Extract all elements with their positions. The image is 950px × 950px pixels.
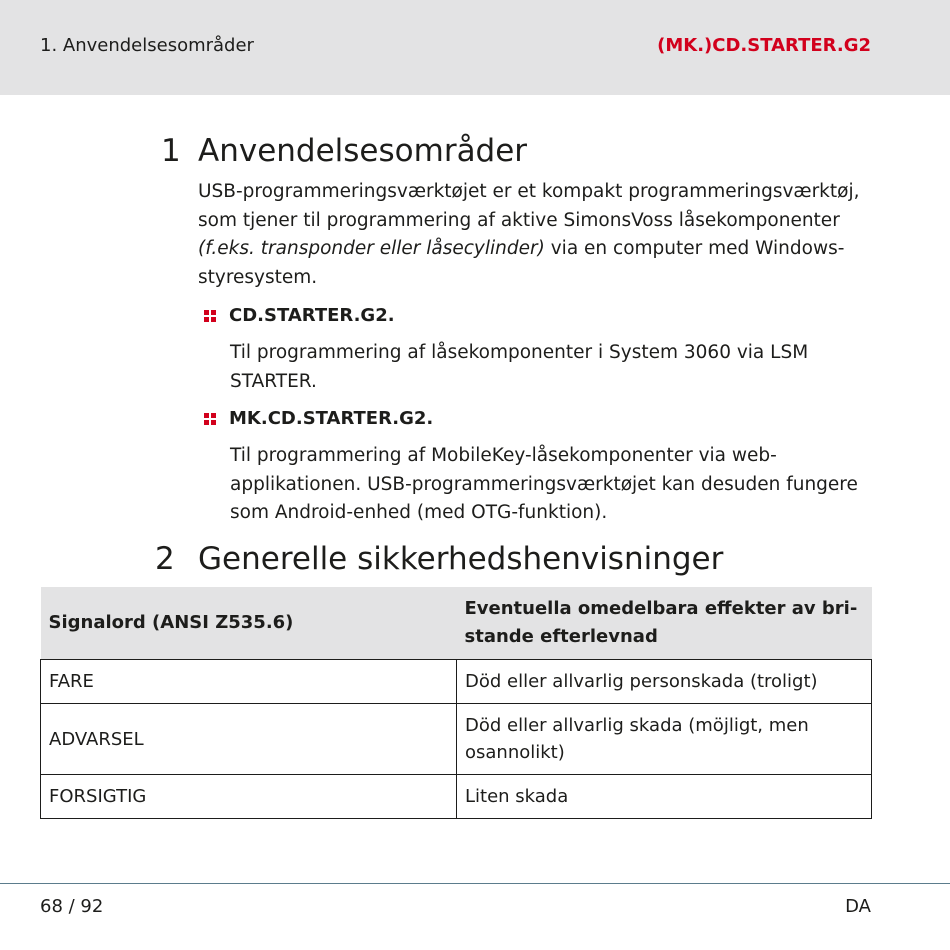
- header-chapter-title: 1. Anvendelsesområder: [40, 35, 254, 56]
- list-item-heading: [204, 305, 395, 326]
- table-header-cell: Signalord (ANSI Z535.6): [41, 587, 457, 660]
- table-row: [41, 775, 872, 819]
- list-item-text: Til programmering af MobileKey-låsekomponenter via web-applikationen. USB-programmeringsværktøjet kan desuden fungere som Android-enhed (med OTG-funktion).: [230, 445, 858, 523]
- table-cell: FARE: [41, 660, 457, 704]
- list-item-text: Til programmering af låsekomponenter i System 3060 via LSM STARTER.: [230, 342, 809, 392]
- section-2-heading: [155, 541, 724, 577]
- section-1-heading: [161, 133, 528, 169]
- table-header-row: [41, 587, 872, 660]
- table-row: [41, 660, 872, 704]
- table-row: [41, 704, 872, 775]
- section-2-title: Generelle sikkerhedshenvisninger: [198, 541, 724, 577]
- page-header: [0, 0, 950, 95]
- table-cell: FORSIGTIG: [41, 775, 457, 819]
- list-item-heading: [204, 408, 433, 429]
- table-cell: Död eller allvarlig personskada (troligt): [457, 660, 872, 704]
- table-cell: Död eller allvarlig skada (möjligt, men osannolikt): [457, 704, 872, 775]
- footer-divider: [0, 883, 950, 884]
- table-cell: ADVARSEL: [41, 704, 457, 775]
- section-1-title: Anvendelsesområder: [198, 133, 528, 169]
- list-item-heading-text: CD.STARTER.G2.: [229, 305, 395, 326]
- square-bullet-icon: [204, 310, 216, 322]
- section-2-number: 2: [155, 541, 175, 577]
- paragraph-text-start: USB-programmeringsværktøjet er et kompakt programmeringsværktøj, som tjener til programmering af aktive SimonsVoss låsekomponenter: [198, 181, 860, 231]
- square-bullet-icon: [204, 413, 216, 425]
- page-number: 68 / 92: [40, 896, 104, 917]
- signal-word-table: [40, 587, 872, 819]
- header-product-name: (MK.)CD.STARTER.G2: [657, 35, 871, 56]
- paragraph-text-end: via en computer med Windows-styresystem.: [198, 238, 845, 288]
- table-cell: Liten skada: [457, 775, 872, 819]
- list-item-heading-text: MK.CD.STARTER.G2.: [229, 408, 434, 429]
- section-1-number: 1: [161, 133, 181, 169]
- section-1-paragraph: [198, 178, 868, 292]
- language-code: DA: [845, 896, 871, 917]
- paragraph-text-italic: (f.eks. transponder eller låsecylinder): [198, 238, 545, 259]
- table-header-cell: Eventuella omedelbara effekter av bri-stande efterlevnad: [457, 587, 872, 660]
